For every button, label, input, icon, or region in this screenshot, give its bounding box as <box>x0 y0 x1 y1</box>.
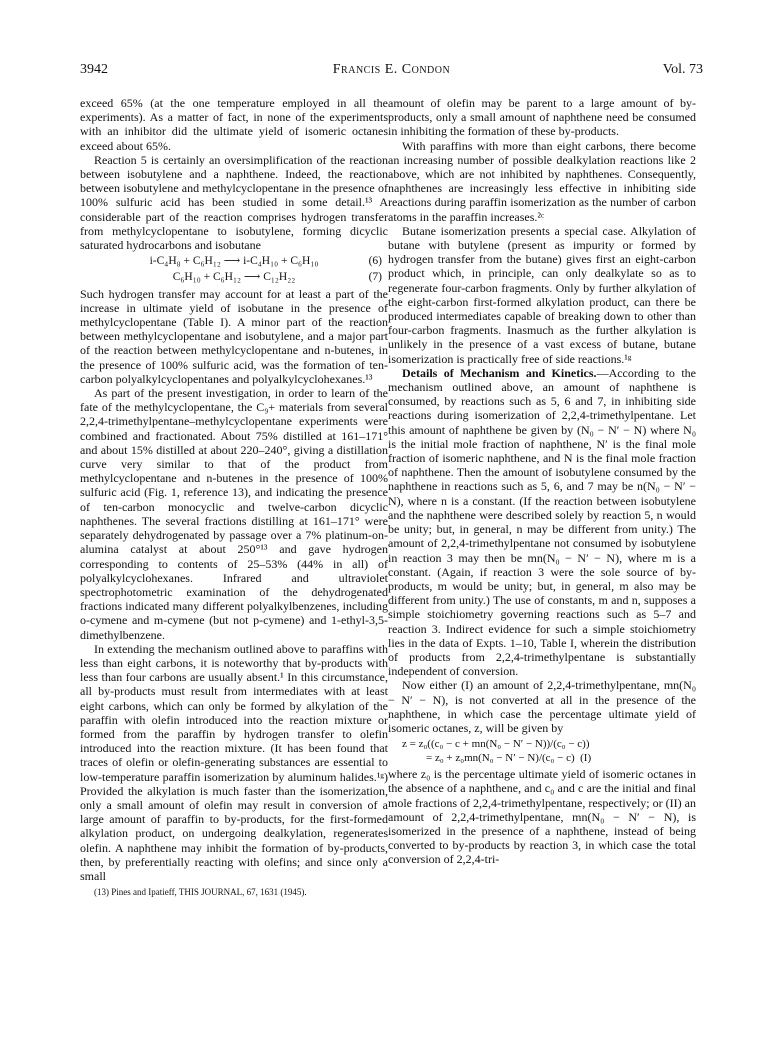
paragraph: Reaction 5 is certainly an oversimplification of the reaction between isobutylene and a naphthene. Indeed, the reaction between isobutylene and methylcyclopentane in the presence of 100% sulfuric acid has been studied in some detail.¹³ A considerable part of the reaction comprises hydrogen transfer from methylcyclopentane to isobutylene, forming dicyclic saturated hydrocarbons and isobutane <box>80 152 388 253</box>
right-column <box>388 96 696 867</box>
equation-line: z = z₀((c₀ − c + mn(N₀ − N′ − N))/(c₀ − c)) <box>402 738 590 751</box>
paragraph: As part of the present investigation, in order to learn of the fate of the methylcyclopentane, the C₉+ materials from several 2,2,4-trimethylpentane–methylcyclopentane experiments were combined and fractionated. About 75% distilled at 161–171° and about 15% distilled at about 220–240°, giving a distillation curve very similar to that of the product from methylcyclopentane and n-butenes in the presence of 100% sulfuric acid (Fig. 1, reference 13), and indicating the presence of ten-carbon monocyclic and twelve-carbon dicyclic naphthenes. The several fractions distilling at 161–171° were separately dehydrogenated by passage over a 7% platinum-on-alumina catalyst at about 250°¹³ and gave hydrogen corresponding to contents of 25–53% (44% in all) of polyalkylcyclohexanes. Infrared and ultraviolet spectrophotometric examination of the dehydrogenated fractions indicated many different polyalkylbenzenes, including o-cymene and m-cymene (but not p-cymene) and 1-ethyl-3,5-dimethylbenzene. <box>80 386 388 642</box>
equation-number: (I) <box>580 752 592 765</box>
paragraph: With paraffins with more than eight carbons, there become an increasing number of possible dealkylation reactions like 2 above, which are not inhibited by naphthenes. Consequently, naphthenes are increasingly less effective in inhibiting side reactions during paraffin isomerization as the number of carbon atoms in the paraffin increases.²ᶜ <box>388 138 696 224</box>
paragraph: Butane isomerization presents a special case. Alkylation of butane with butylene (present as impurity or formed by hydrogen transfer from the butane) gives first an eight-carbon product which, in principle, can only dealkylate so as to regenerate four-carbon fragments. Only by further alkylation of the eight-carbon first-formed alkylation product, can there be produced intermediates capable of breaking down to other than four-carbon fragments. Inasmuch as the further alkylation is unlikely in the presence of a vast excess of butane, butane isomerization is practically free of side reactions.¹ᵍ <box>388 223 696 366</box>
running-author: Francis E. Condon <box>332 62 451 77</box>
equation-text: C₆H₁₀ + C₆H₁₂ ⟶ C₁₂H₂₂ <box>172 271 296 284</box>
equation-7 <box>80 270 388 284</box>
equation-number: (6) <box>368 255 382 268</box>
equation-text: i-C₄H₈ + C₆H₁₂ ⟶ i-C₄H₁₀ + C₆H₁₀ <box>149 255 319 268</box>
paragraph-text: —According to the mechanism outlined above, an amount of naphthene is consumed, by reactions such as 5, 6 and 7, in inhibiting side reactions during isomerization of 2,2,4-trimethylpentane. Let this amount of naphthene be given by (N₀ − N′ − N) where N₀ is the initial mole fraction of naphthene, N′ is the final mole fraction of isomeric naphthene, and N is the final mole fraction of naphthene. Then the amount of isobutylene consumed by the naphthene in reactions such as 5, 6, and 7 may be n(N₀ − N′ − N), where n is a constant. (If the reaction between isobutylene and the naphthene were described solely by reaction 5, n would be unity; but, in general, n may be different from unity.) The amount of 2,2,4-trimethylpentane not consumed by isobutylene in reaction 3 may then be mn(N₀ − N′ − N), where m is a constant. (Again, if reaction 3 were the sole source of by-products, m would be unity; but, in general, m also may be different from unity.) The use of constants, m and n, supposes a simple stoichiometry governing reactions such as 5–7 and reaction 3. Indirect evidence for such a simple stoichiometry lies in the data of Expts. 1–10, Table I, wherein the distribution of products from 2,2,4-trimethylpentane is substantially independent of conversion. <box>388 365 696 679</box>
paragraph: exceed 65% (at the one temperature employed in all the experiments). As a matter of fact, in none of the experiments with an inhibitor did the ultimate yield of isomeric octanes exceed about 65%. <box>80 96 388 153</box>
footnote: (13) Pines and Ipatieff, THIS JOURNAL, 67, 1631 (1945). <box>94 887 307 898</box>
section-heading: Details of Mechanism and Kinetics. <box>402 365 597 380</box>
equation-number: (7) <box>368 271 382 284</box>
paragraph: Such hydrogen transfer may account for at least a part of the increase in ultimate yield of isobutane in the presence of methylcyclopentane (Table I). A minor part of the reaction between methylcyclopentane and isobutylene, and a major part of the reaction between methylcyclopentane and n-butenes, in the presence of 100% sulfuric acid, was the formation of ten-carbon polyalkylcyclopentanes and polyalkylcyclohexanes.¹³ <box>80 286 388 386</box>
paragraph: In extending the mechanism outlined above to paraffins with less than eight carbons, it is noteworthy that by-products with less than four carbons are usually absent.¹ In this circumstance, all by-products must result from intermediates with at least eight carbons, which can only be formed by alkylation of the paraffin with olefin introduced into the reaction mixture or formed from the paraffin by hydrogen transfer to olefin introduced into the reaction mixture. (It has been found that traces of olefin or olefin-generating substances are essential to low-temperature paraffin isomerization by aluminum halides.¹ᵍ) Provided the alkylation is much faster than the isomerization, only a small amount of olefin may result in conversion of a large amount of paraffin to by-products, for the first-formed alkylation product, on undergoing dealkylation, regenerates olefin. A naphthene may inhibit the formation of by-products, then, by preferentially reacting with olefins; and since only a small <box>80 641 388 883</box>
page-header <box>80 62 703 82</box>
page-number: 3942 <box>80 62 108 77</box>
paragraph-details <box>388 366 696 678</box>
equation-I <box>402 737 696 765</box>
paragraph: where z₀ is the percentage ultimate yield of isomeric octanes in the absence of a naphthene, and c₀ and c are the initial and final mole fractions of 2,2,4-trimethylpentane, respectively; or (II) an amount of 2,2,4-trimethylpentane, mn(N₀ − N′ − N), is isomerized in the presence of a naphthene, instead of being converted to by-products by reaction 3, in which case the total conversion of 2,2,4-tri- <box>388 767 696 867</box>
equation-6 <box>80 254 388 268</box>
equation-line-2 <box>402 751 696 765</box>
paragraph: amount of olefin may be parent to a large amount of by-products, only a small amount of naphthene need be consumed in inhibiting the formation of these by-products. <box>388 96 696 139</box>
paragraph: Now either (I) an amount of 2,2,4-trimethylpentane, mn(N₀ − N′ − N), is not converted at all in the presence of the naphthene, in which case the percentage ultimate yield of isomeric octanes, z, will be given by <box>388 678 696 735</box>
equation-line: = z₀ + z₀mn(N₀ − N′ − N)/(c₀ − c) <box>426 752 575 765</box>
volume-label: Vol. 73 <box>662 62 703 77</box>
left-column <box>80 96 388 898</box>
